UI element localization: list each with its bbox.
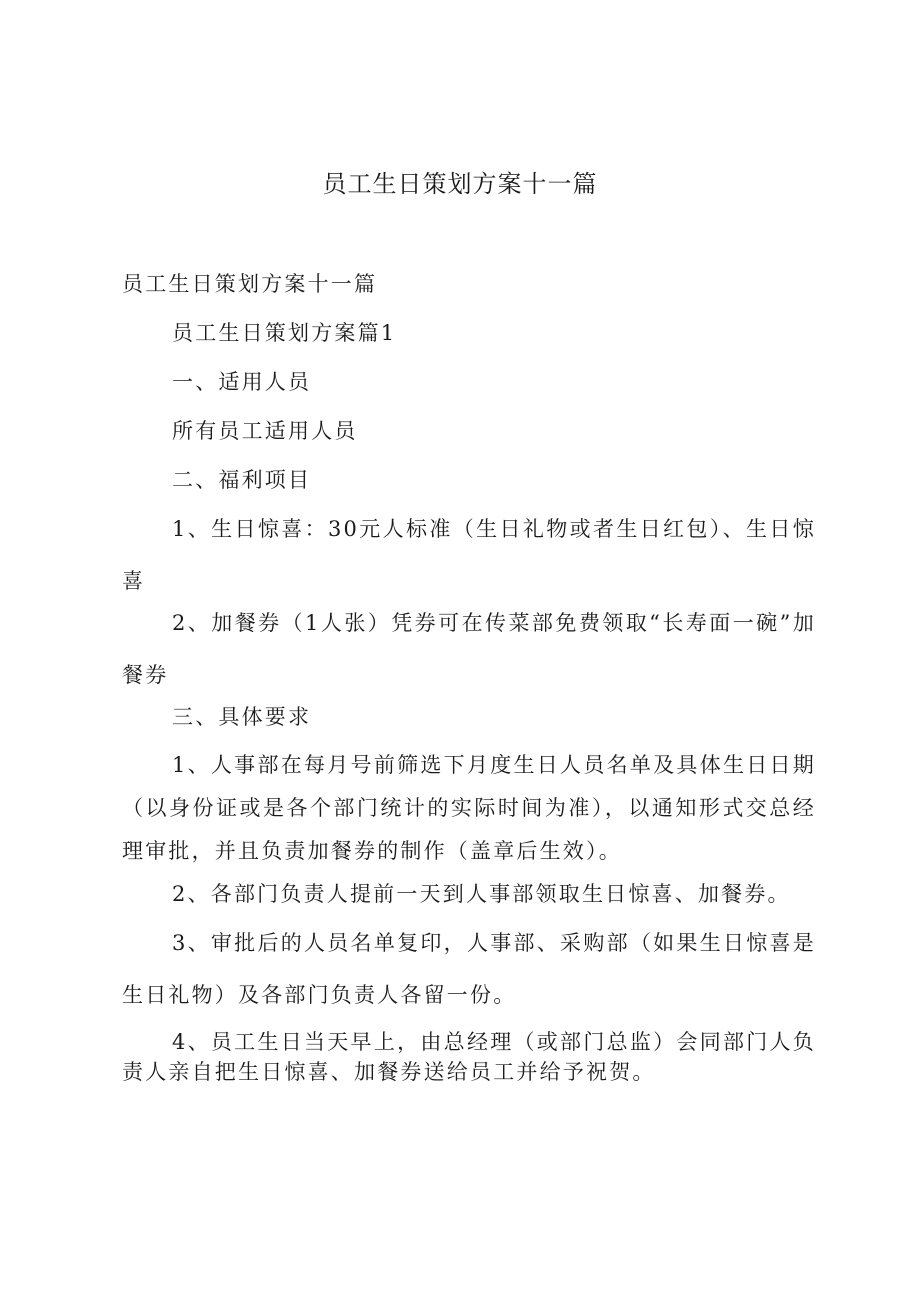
paragraph: 1、生日惊喜：30元人标准（生日礼物或者生日红包）、生日惊喜 — [122, 517, 816, 593]
paragraph: 所有员工适用人员 — [172, 419, 358, 443]
paragraph-item-heading: 三、具体要求 — [172, 705, 312, 729]
paragraph: 2、各部门负责人提前一天到人事部领取生日惊喜、加餐券。 — [172, 882, 791, 906]
document-title: 员工生日策划方案十一篇 — [322, 170, 598, 198]
paragraph-item-heading: 二、福利项目 — [172, 468, 312, 492]
paragraph-section-title: 员工生日策划方案篇1 — [172, 321, 397, 345]
paragraph-item-heading: 一、适用人员 — [172, 370, 312, 394]
paragraph: 4、员工生日当天早上，由总经理（或部门总监）会同部门人负责人亲自把生日惊喜、加餐券送给员工并给予祝贺。 — [122, 1030, 816, 1084]
document-body — [122, 268, 816, 1104]
paragraph: 2、加餐券（1人张）凭券可在传菜部免费领取“长寿面一碗”加餐券 — [122, 611, 816, 687]
paragraph: 3、审批后的人员名单复印，人事部、采购部（如果生日惊喜是生日礼物）及各部门负责人各留一份。 — [122, 931, 816, 1007]
paragraph: 1、人事部在每月号前筛选下月度生日人员名单及具体生日日期（以身份证或是各个部门统计的实际时间为准），以通知形式交总经理审批，并且负责加餐券的制作（盖章后生效）。 — [122, 753, 816, 863]
paragraph-heading: 员工生日策划方案十一篇 — [122, 272, 378, 296]
